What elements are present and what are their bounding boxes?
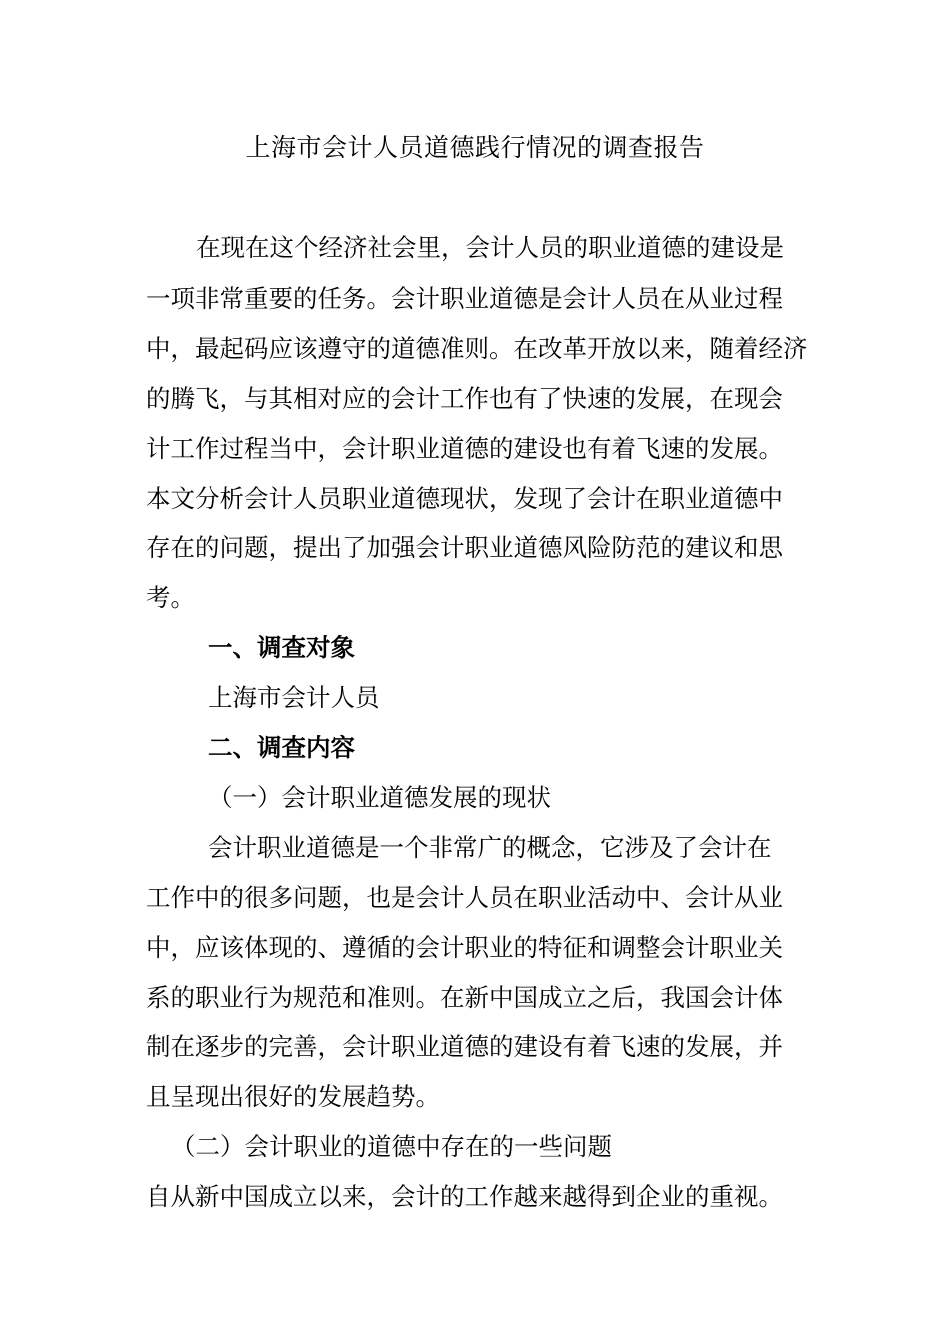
intro-line-3: 中，最起码应该遵守的道德准则。在改革开放以来，随着经济 <box>146 334 808 363</box>
intro-line-7: 存在的问题，提出了加强会计职业道德风险防范的建议和思 <box>146 533 783 562</box>
sub1-line-2: 工作中的很多问题，也是会计人员在职业活动中、会计从业 <box>146 883 783 912</box>
section-heading-survey-content: 二、调查内容 <box>208 733 355 762</box>
sub2-line-1: 自从新中国成立以来，会计的工作越来越得到企业的重视。 <box>146 1182 783 1211</box>
section-heading-survey-object: 一、调查对象 <box>208 633 355 662</box>
intro-line-1: 在现在这个经济社会里，会计人员的职业道德的建设是 <box>196 233 784 262</box>
sub1-line-4: 系的职业行为规范和准则。在新中国成立之后，我国会计体 <box>146 983 783 1012</box>
intro-line-5: 计工作过程当中，会计职业道德的建设也有着飞速的发展。 <box>146 434 783 463</box>
document-title: 上海市会计人员道德践行情况的调查报告 <box>245 133 705 162</box>
subsection-heading-1: （一）会计职业道德发展的现状 <box>208 783 551 812</box>
intro-line-2: 一项非常重要的任务。会计职业道德是会计人员在从业过程 <box>146 284 783 313</box>
sub1-line-6: 且呈现出很好的发展趋势。 <box>146 1082 440 1111</box>
sub1-line-3: 中，应该体现的、遵循的会计职业的特征和调整会计职业关 <box>146 933 783 962</box>
intro-line-4: 的腾飞，与其相对应的会计工作也有了快速的发展，在现会 <box>146 384 783 413</box>
section-body-survey-object: 上海市会计人员 <box>208 683 380 712</box>
sub1-line-1: 会计职业道德是一个非常广的概念，它涉及了会计在 <box>208 833 772 862</box>
subsection-heading-2: （二）会计职业的道德中存在的一些问题 <box>171 1132 612 1161</box>
sub1-line-5: 制在逐步的完善，会计职业道德的建设有着飞速的发展，并 <box>146 1032 783 1061</box>
intro-line-8: 考。 <box>146 583 195 612</box>
intro-line-6: 本文分析会计人员职业道德现状，发现了会计在职业道德中 <box>146 484 783 513</box>
